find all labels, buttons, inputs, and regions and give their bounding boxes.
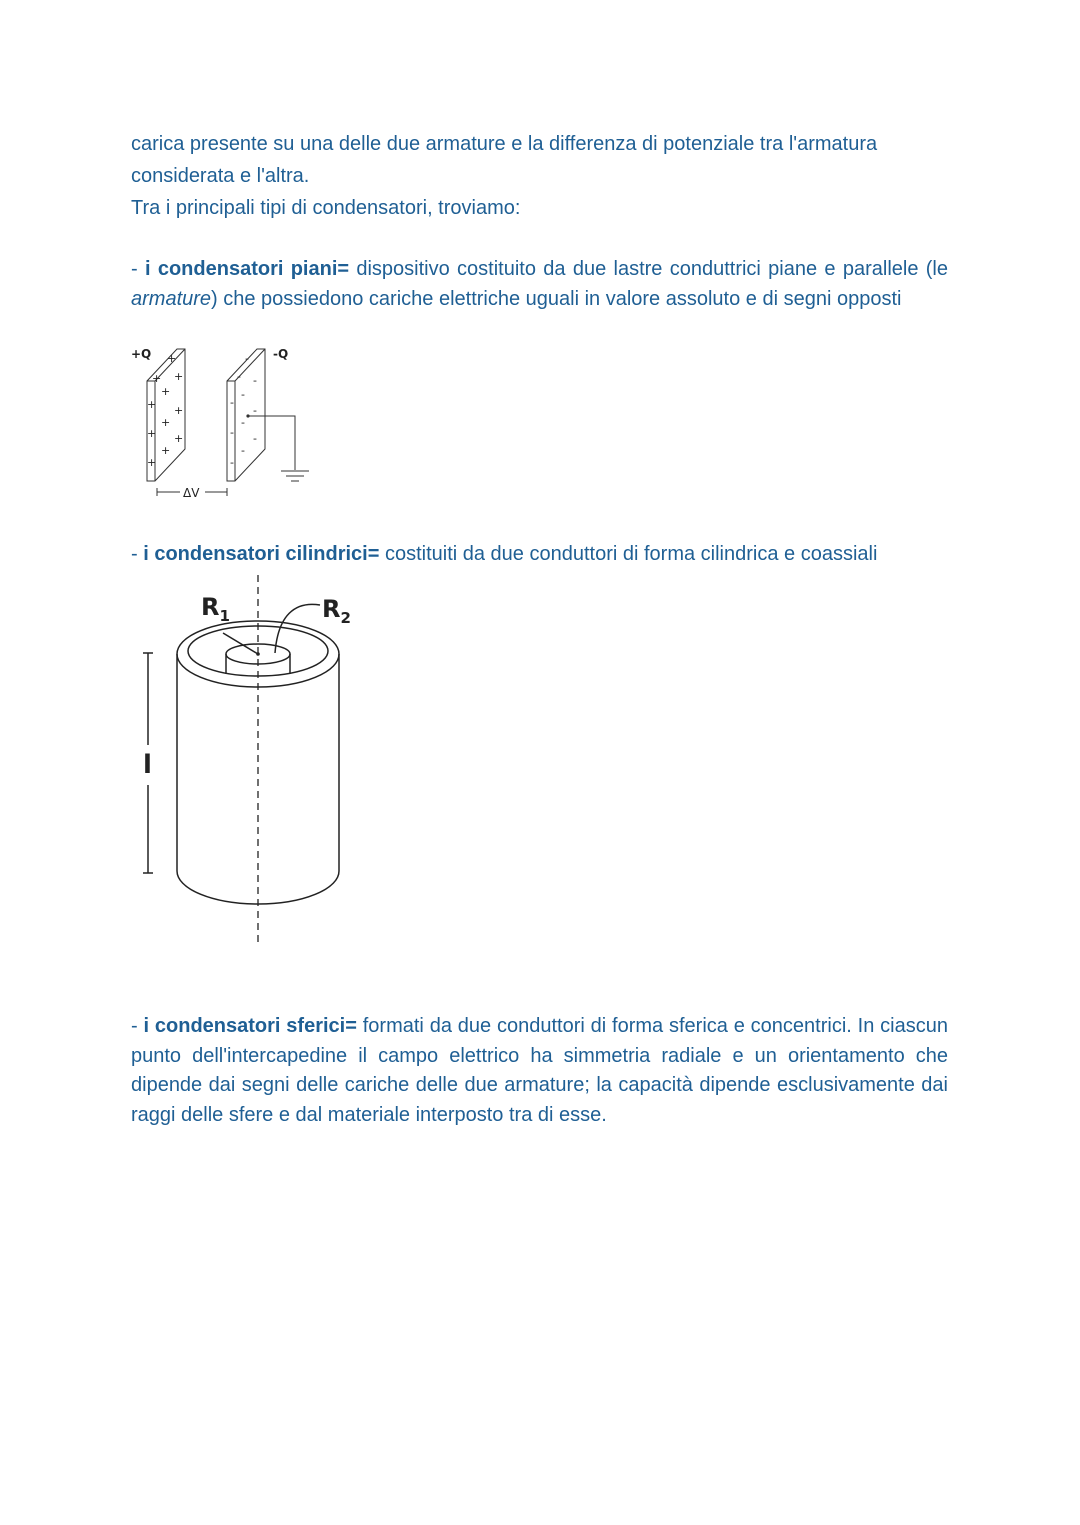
cilindrici-dash: - [131, 543, 144, 565]
sferici-term: i condensatori sferici= [143, 1015, 357, 1037]
r1-subscript: 1 [219, 607, 230, 625]
minus-charge-sign: - [245, 352, 249, 365]
plate-label-dv: ΔV [183, 486, 200, 500]
r2-label: R [322, 595, 341, 623]
plus-charge-sign: + [161, 416, 171, 429]
cilindrici-paragraph [131, 539, 971, 570]
plus-charge-sign: + [174, 432, 184, 445]
minus-charge-sign: - [241, 388, 245, 401]
plus-charge-sign: + [167, 352, 177, 365]
plus-charge-sign: + [161, 385, 171, 398]
minus-charge-sign: - [230, 456, 234, 469]
plus-charge-sign: + [174, 370, 184, 383]
cilindrici-text: costituiti da due conduttori di forma cilindrica e coassiali [379, 543, 878, 565]
piani-term: i condensatori piani= [144, 258, 350, 280]
svg-text:R2 [322, 595, 351, 627]
minus-charge-sign: - [253, 432, 257, 445]
r2-subscript: 2 [340, 609, 351, 627]
piani-text-2: ) che possiedono cariche elettriche uguali in valore assoluto e di segni opposti [211, 287, 902, 310]
minus-charge-sign: - [241, 416, 245, 429]
r1-label: R [201, 593, 220, 621]
cilindrici-term: i condensatori cilindrici= [143, 543, 380, 565]
parallel-plate-capacitor-figure [125, 342, 325, 504]
intro-line-1: carica presente su una delle due armature e la differenza di potenziale tra l'armatura [131, 133, 878, 155]
intro-line-2: considerata e l'altra. [131, 165, 310, 187]
sferici-dash: - [131, 1015, 144, 1037]
sferici-paragraph [131, 1012, 948, 1130]
plus-charge-sign: + [152, 372, 162, 385]
plate-label-neg: -Q [273, 347, 289, 361]
minus-charge-sign: - [230, 426, 234, 439]
intro-line-3: Tra i principali tipi di condensatori, troviamo: [131, 197, 521, 219]
plus-charge-sign: + [147, 456, 157, 469]
svg-text:R1 [201, 593, 230, 625]
cylindrical-capacitor-figure [135, 575, 365, 947]
plus-charge-sign: + [174, 404, 184, 417]
plus-charge-sign: + [161, 444, 171, 457]
minus-charge-sign: - [237, 370, 241, 383]
length-label: l [143, 750, 152, 780]
piani-paragraph [131, 255, 948, 314]
piani-em: armature [131, 287, 212, 310]
minus-charge-sign: - [241, 444, 245, 457]
minus-charge-sign: - [230, 396, 234, 409]
piani-dash: - [131, 258, 145, 280]
minus-charge-sign: - [253, 374, 257, 387]
plate-label-pos: +Q [131, 347, 152, 361]
piani-text-1: dispositivo costituito da due lastre conduttrici piane e parallele (le [349, 258, 948, 280]
minus-charge-sign: - [253, 404, 257, 417]
plus-charge-sign: + [147, 427, 157, 440]
plus-charge-sign: + [147, 398, 157, 411]
sferici-text: formati da due conduttori di forma sferica e concentrici. In ciascun punto dell'intercapedine il campo elettrico ha simmetria radiale e un orientamento che dipende dai segni delle cariche delle due armature; la capacità dipende esclusivamente dai raggi delle sfere e dal materiale interposto tra di esse. [131, 1015, 948, 1126]
